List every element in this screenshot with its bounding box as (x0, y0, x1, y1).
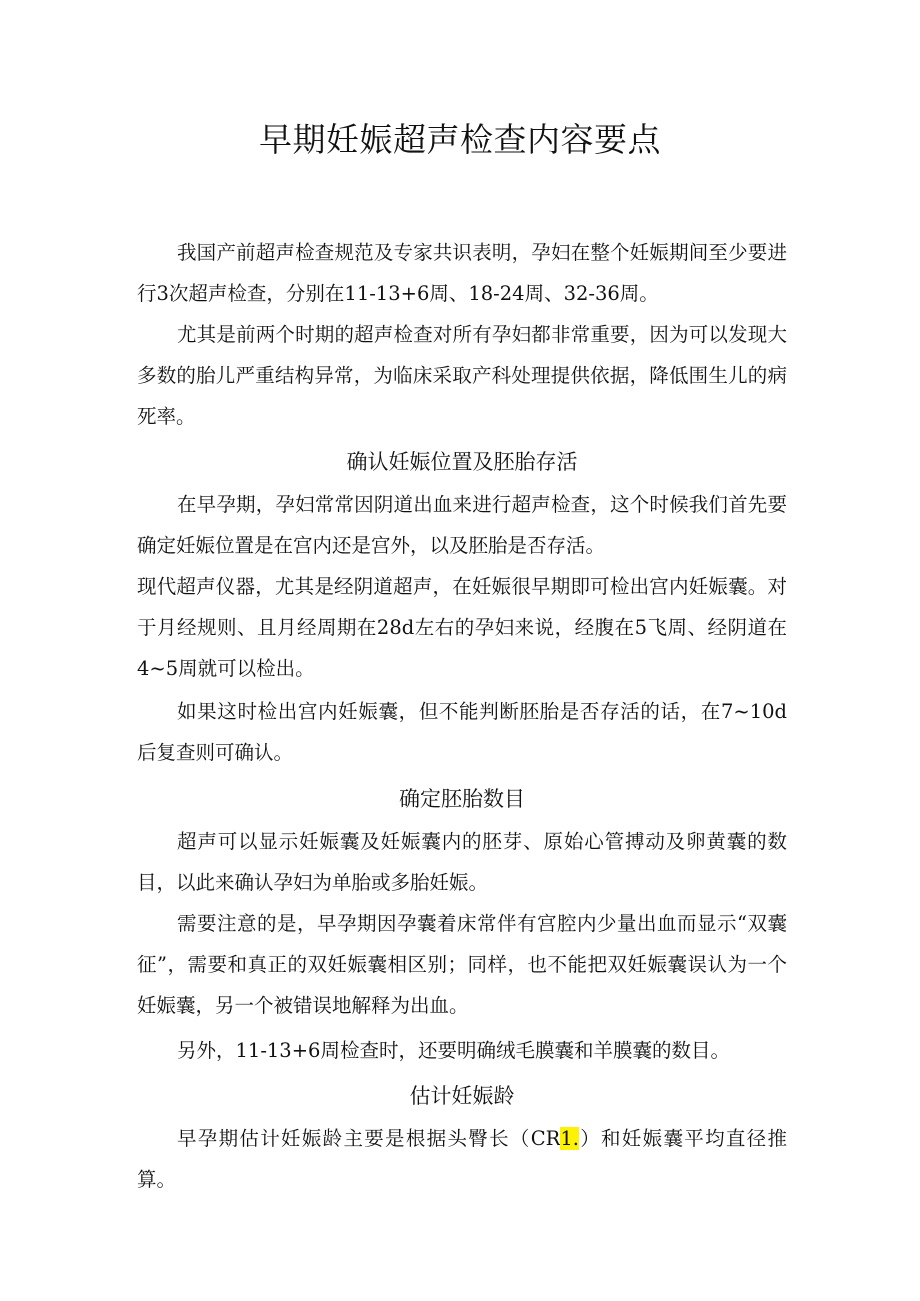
section2-paragraph-3: 另外，11-13+6周检查时，还要明确绒毛膜囊和羊膜囊的数目。 (177, 1039, 730, 1062)
section3-text-after: ）和妊娠囊平均直径推算。 (137, 1127, 787, 1191)
section1-paragraph-3: 如果这时检出宫内妊娠囊，但不能判断胚胎是否存活的话，在7~10d后复查则可确认。 (137, 700, 787, 764)
document-title: 早期妊娠超声检查内容要点 (259, 120, 661, 159)
section-heading-pregnancy-location: 确认妊娠位置及胚胎存活 (346, 450, 578, 474)
intro-paragraph-2: 尤其是前两个时期的超声检查对所有孕妇都非常重要，因为可以发现大多数的胎儿严重结构异常，为临床采取产科处理提供依据，降低围生儿的病死率。 (137, 323, 787, 428)
section3-paragraph-1 (137, 1118, 787, 1200)
section2-paragraph-2: 需要注意的是，早孕期因孕囊着床常伴有宫腔内少量出血而显示“双囊征”，需要和真正的双妊娠囊相区别；同样，也不能把双妊娠囊误认为一个妊娠囊，另一个被错误地解释为出血。 (137, 912, 787, 1017)
section1-paragraph-1: 在早孕期，孕妇常常因阴道出血来进行超声检查，这个时候我们首先要确定妊娠位置是在宫内还是宫外，以及胚胎是否存活。 (137, 493, 787, 557)
section3-text-before: 早孕期估计妊娠龄主要是根据头臀长（CR (177, 1127, 561, 1150)
section-heading-gestational-age: 估计妊娠龄 (409, 1084, 515, 1108)
section1-paragraph-2: 现代超声仪器，尤其是经阴道超声，在妊娠很早期即可检出宫内妊娠囊。对于月经规则、且月经周期在28d左右的孕妇来说，经腹在5飞周、经阴道在4~5周就可以检出。 (137, 575, 787, 680)
section2-paragraph-1: 超声可以显示妊娠囊及妊娠囊内的胚芽、原始心管搏动及卵黄囊的数目，以此来确认孕妇为单胎或多胎妊娠。 (137, 830, 787, 894)
intro-paragraph-1: 我国产前超声检查规范及专家共识表明，孕妇在整个妊娠期间至少要进行3次超声检查，分别在11-13+6周、18-24周、32-36周。 (137, 241, 787, 305)
highlighted-text: 1. (560, 1127, 579, 1150)
section-heading-embryo-count: 确定胚胎数目 (399, 787, 525, 811)
